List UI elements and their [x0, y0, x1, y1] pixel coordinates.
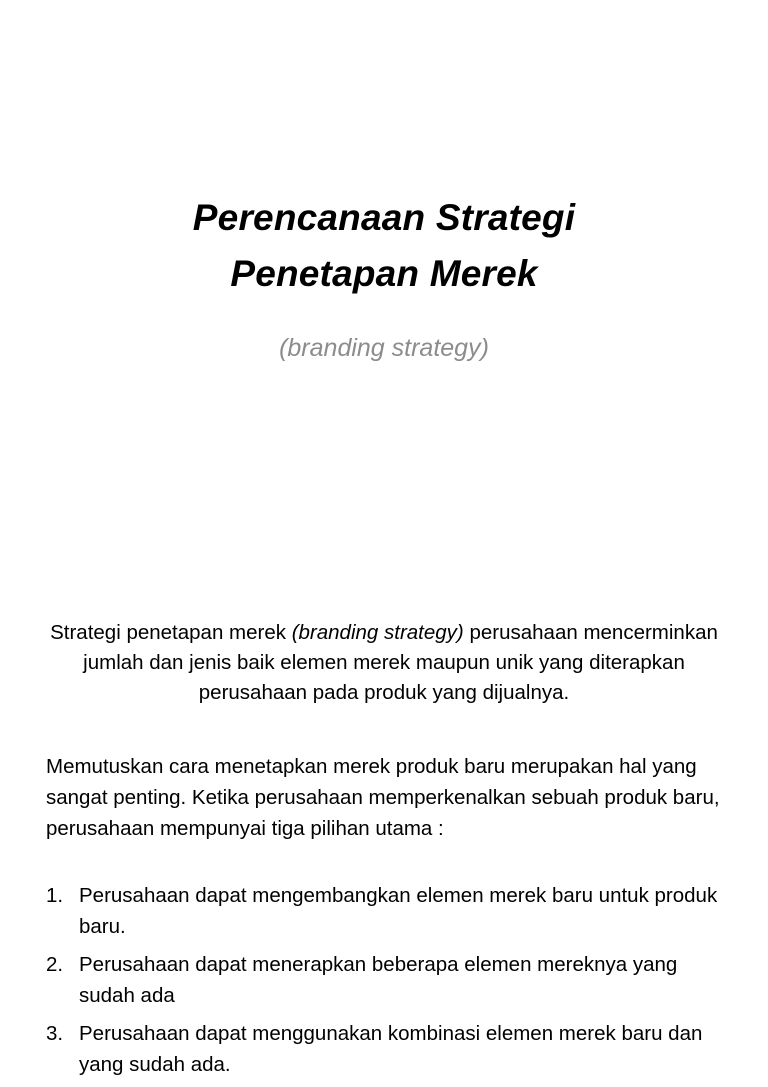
option-item [46, 880, 736, 942]
slide-title [0, 190, 768, 302]
intro-text-start: Strategi penetapan merek [50, 621, 292, 644]
option-text: Perusahaan dapat mengembangkan elemen merek baru untuk produk baru. [79, 884, 718, 938]
option-number: 3. [46, 1022, 64, 1045]
options-list [46, 880, 736, 1087]
body-paragraph: Memutuskan cara menetapkan merek produk baru merupakan hal yang sangat penting. Ketika perusahaan memperkenalkan sebuah produk baru, perusahaan mempunyai tiga pilihan utama : [46, 755, 720, 840]
intro-paragraph [40, 618, 728, 708]
title-line-2: Penetapan Merek [230, 253, 538, 294]
option-number: 2. [46, 953, 64, 976]
option-text: Perusahaan dapat menerapkan beberapa elemen mereknya yang sudah ada [79, 953, 678, 1007]
option-item [46, 1018, 736, 1080]
title-line-1: Perencanaan Strategi [192, 197, 576, 238]
option-text: Perusahaan dapat menggunakan kombinasi elemen merek baru dan yang sudah ada. [79, 1022, 703, 1076]
intro-text-end: perusahaan mencerminkan jumlah dan jenis baik elemen merek maupun unik yang diterapkan perusahaan pada produk yang dijualnya. [83, 621, 718, 704]
intro-emphasis: (branding strategy) [291, 621, 464, 644]
option-item [46, 949, 736, 1011]
option-number: 1. [46, 884, 64, 907]
slide-subtitle: (branding strategy) [279, 334, 489, 362]
